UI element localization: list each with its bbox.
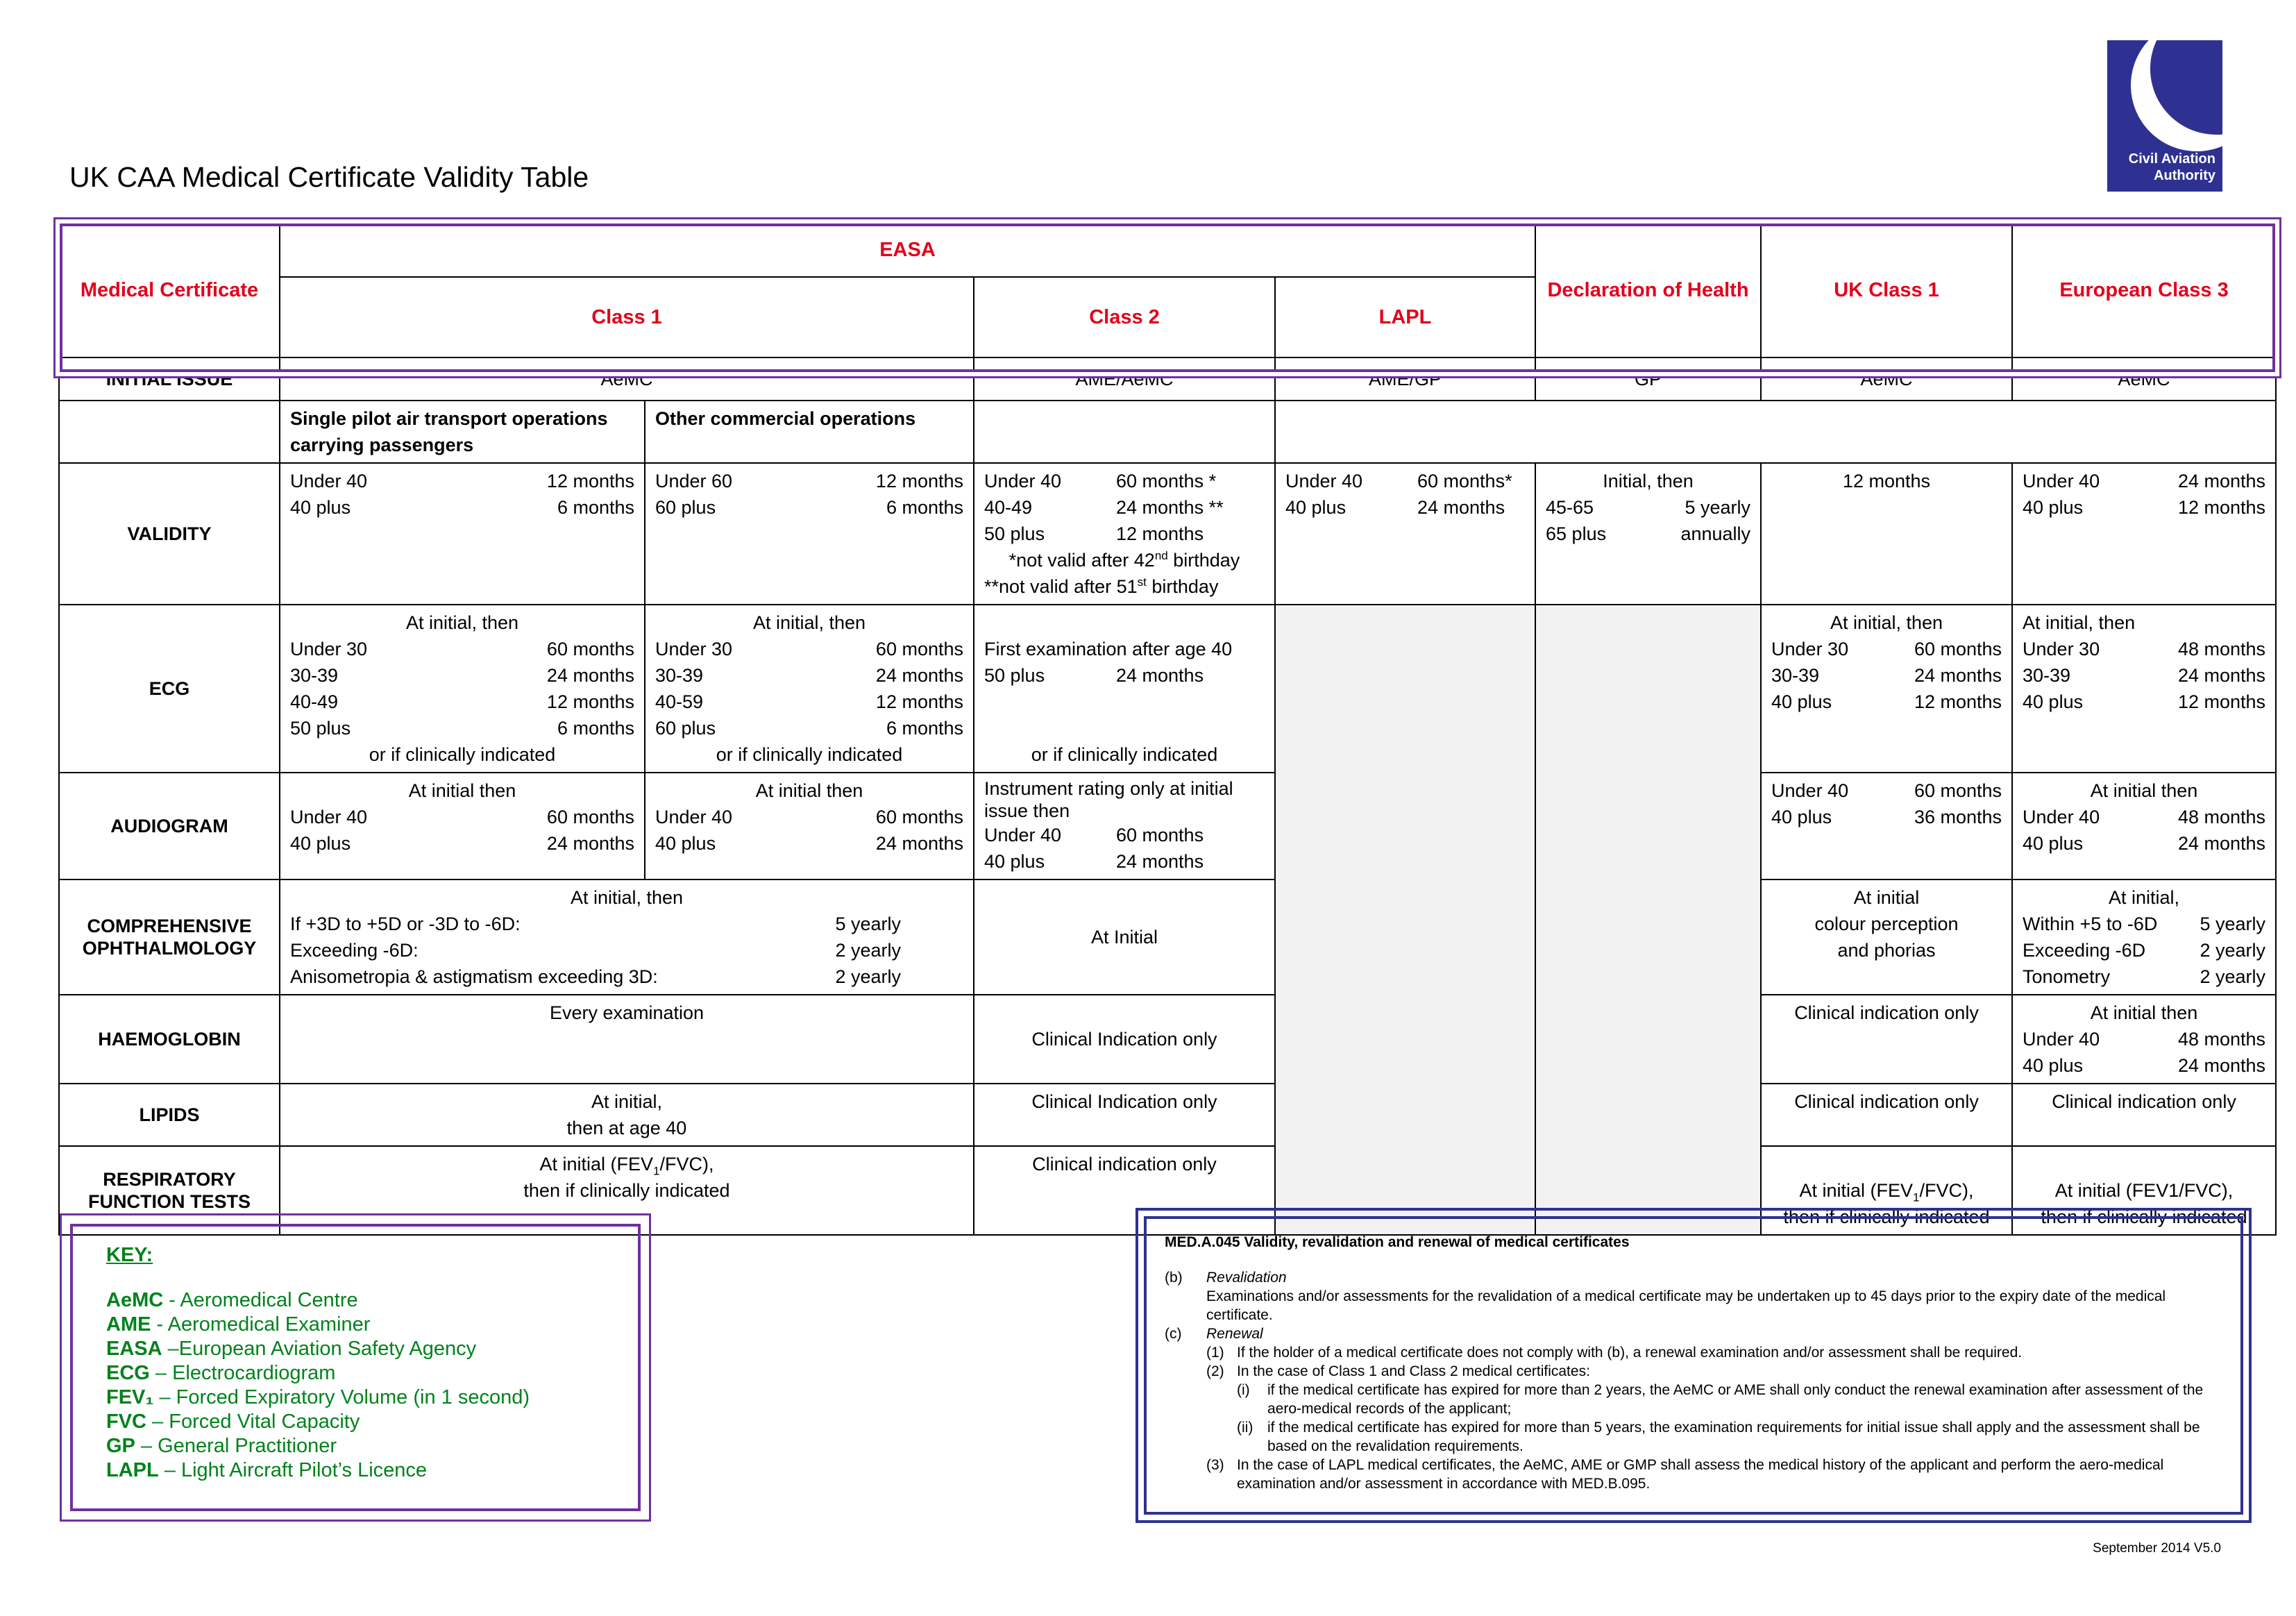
row-label-ophthalmology: COMPREHENSIVE OPHTHALMOLOGY <box>59 879 280 995</box>
haemoglobin-class1: Every examination <box>280 995 974 1084</box>
ophthalmology-class1: At initial, then If +3D to +5D or -3D to -6D: 5 yearly Exceeding -6D: 2 yearly Anisometropia & astigmatism exceeding 3D: 2 yearly <box>280 879 974 995</box>
med-c: (c) Renewal <box>1165 1326 1263 1342</box>
value-row <box>655 662 963 689</box>
value-row-value: 24 months <box>1914 665 2002 686</box>
value-row-label: 40 plus <box>655 833 716 854</box>
key-separator: – <box>149 1362 173 1384</box>
row-label-respiratory: RESPIRATORY FUNCTION TESTS <box>59 1146 280 1235</box>
value-row <box>2023 662 2265 689</box>
value-row <box>984 468 1265 494</box>
key-text: Aeromedical Centre <box>180 1289 358 1311</box>
value-row-label: 40 plus <box>1285 497 1347 518</box>
value-row-value: 24 months <box>875 833 963 854</box>
lipids-class1: At initial, then at age 40 <box>280 1084 974 1146</box>
value-row-label: If +3D to +5D or -3D to -6D: <box>290 914 521 934</box>
key-abbr: FEV₁ <box>106 1386 154 1408</box>
row-label-validity: VALIDITY <box>59 463 280 605</box>
row-label-lipids: LIPIDS <box>59 1084 280 1146</box>
value-row-label: Under 40 <box>2023 807 2100 827</box>
doh-gray-area <box>1535 605 1761 1235</box>
value-row-label: 40 plus <box>984 851 1045 872</box>
haemoglobin-uk1: Clinical indication only <box>1761 995 2012 1084</box>
value-row <box>290 468 634 494</box>
key-abbr: EASA <box>106 1338 162 1360</box>
value-row-value: 2 yearly <box>2200 940 2266 961</box>
value-row-label: Under 40 <box>2023 471 2100 491</box>
value-row-value: 2 yearly <box>835 966 901 987</box>
value-row-value: 5 yearly <box>2200 914 2266 934</box>
key-item <box>106 1361 605 1386</box>
value-row-label: Tonometry <box>2023 966 2111 987</box>
key-heading: KEY: <box>106 1244 153 1266</box>
value-row-label: Under 40 <box>290 471 368 491</box>
value-row <box>1285 468 1525 494</box>
value-row <box>290 830 634 857</box>
value-row <box>1771 777 2002 804</box>
subheader-rest-blank <box>1275 401 2276 463</box>
validity-doh <box>1535 463 1761 605</box>
value-row <box>2023 1026 2265 1052</box>
validity-table <box>58 222 2275 1236</box>
value-row-value: 12 months <box>2177 497 2266 518</box>
key-text: General Practitioner <box>158 1435 337 1457</box>
med-c2i: (i) if the medical certificate has expired for more than 2 years, the AeMC or AME shall only conduct the renewal examination after assessment of the aero-medical records of the applicant; <box>1237 1382 2204 1417</box>
key-abbr: AeMC <box>106 1289 164 1311</box>
value-row <box>655 468 963 494</box>
value-row-label: Under 40 <box>655 807 733 827</box>
value-row <box>1546 494 1750 521</box>
ecg-class2: First examination after age 40 50 plus 24 months or if clinically indicated <box>974 605 1275 773</box>
header-lapl: LAPL <box>1275 277 1535 357</box>
value-row-label: 50 plus <box>984 523 1045 544</box>
value-row-label: Under 40 <box>290 807 368 827</box>
value-row-label: 40 plus <box>1771 807 1832 827</box>
value-row-value: 6 months <box>886 718 963 739</box>
key-abbr: AME <box>106 1313 151 1336</box>
footer-version: September 2014 V5.0 <box>2093 1541 2221 1556</box>
value-row <box>2023 937 2265 963</box>
med-b: (b) Revalidation Examinations and/or assessments for the revalidation of a medical certificate may be undertaken up to 45 days prior to the expiry date of the medical certificate. <box>1165 1270 2166 1323</box>
ecg-uk1: At initial, then Under 30 60 months 30-39 24 months 40 plus 12 months <box>1761 605 2012 773</box>
value-row-value: 24 months <box>875 665 963 686</box>
med-title: MED.A.045 Validity, revalidation and renewal of medical certificates <box>1165 1234 1630 1250</box>
audiogram-eu3: At initial then Under 40 48 months 40 plus 24 months <box>2012 773 2276 879</box>
header-declaration-of-health: Declaration of Health <box>1535 223 1761 357</box>
row-label-ecg: ECG <box>59 605 280 773</box>
value-row-value: 12 months <box>2177 691 2266 712</box>
page-title: UK CAA Medical Certificate Validity Table <box>69 161 589 193</box>
value-row-label: Under 30 <box>655 639 733 659</box>
med-regulation-box <box>1136 1208 2252 1523</box>
value-row <box>655 689 963 715</box>
key-separator: - <box>151 1313 168 1336</box>
value-row <box>655 804 963 830</box>
value-row-label: 45-65 <box>1546 497 1594 518</box>
key-item <box>106 1288 605 1313</box>
value-row-value: 60 months* <box>1417 471 1512 491</box>
value-row-value: 24 months <box>1417 497 1505 518</box>
value-row-value: 60 months <box>875 807 963 827</box>
value-row-value: 24 months <box>1116 665 1204 686</box>
value-row-label: Under 30 <box>290 639 368 659</box>
value-row-value: 6 months <box>557 718 634 739</box>
value-row <box>290 937 901 963</box>
initial-eu3: AeMC <box>2012 357 2276 401</box>
value-row <box>2023 494 2265 521</box>
value-row-value: 48 months <box>2177 807 2266 827</box>
value-row-label: Exceeding -6D: <box>290 940 419 961</box>
header-class1: Class 1 <box>280 277 974 357</box>
lipids-eu3: Clinical indication only <box>2012 1084 2276 1146</box>
key-text: Light Aircraft Pilot’s Licence <box>180 1459 428 1481</box>
logo-text-line2: Authority <box>2154 168 2215 183</box>
validity-other-commercial <box>645 463 974 605</box>
value-row-label: 40 plus <box>290 833 351 854</box>
header-uk-class1: UK Class 1 <box>1761 223 2012 357</box>
haemoglobin-eu3: At initial then Under 40 48 months 40 plus 24 months <box>2012 995 2276 1084</box>
value-row-label: 30-39 <box>655 665 704 686</box>
value-row-value: 60 months <box>1914 639 2002 659</box>
value-row <box>2023 963 2265 990</box>
ophthalmology-eu3: At initial, Within +5 to -6D 5 yearly Exceeding -6D 2 yearly Tonometry 2 yearly <box>2012 879 2276 995</box>
value-row-value: 24 months <box>2177 471 2266 491</box>
value-row <box>2023 830 2265 857</box>
value-row-value: annually <box>1680 523 1751 544</box>
value-row <box>2023 636 2265 662</box>
value-row-label: 60 plus <box>655 497 716 518</box>
value-row-label: Within +5 to -6D <box>2023 914 2158 934</box>
lipids-class2: Clinical Indication only <box>974 1084 1275 1146</box>
value-row <box>290 662 634 689</box>
value-row <box>290 804 634 830</box>
value-row-value: 12 months <box>546 471 634 491</box>
lipids-uk1: Clinical indication only <box>1761 1084 2012 1146</box>
haemoglobin-class2: Clinical Indication only <box>974 995 1275 1084</box>
header-easa: EASA <box>280 223 1535 277</box>
value-row-label: 40-49 <box>290 691 339 712</box>
validity-uk1: 12 months <box>1761 463 2012 605</box>
subheader-single-pilot: Single pilot air transport operations carrying passengers <box>280 401 645 463</box>
audiogram-single-pilot: At initial then Under 40 60 months 40 plus 24 months <box>280 773 645 879</box>
value-row <box>984 848 1265 875</box>
value-row-value: 2 yearly <box>835 940 901 961</box>
key-abbr: ECG <box>106 1362 150 1384</box>
key-abbr: FVC <box>106 1411 146 1433</box>
key-item <box>106 1410 605 1434</box>
value-row <box>290 494 634 521</box>
respiratory-class2: Clinical indication only <box>974 1146 1275 1235</box>
ecg-single-pilot: At initial, then Under 30 60 months 30-39 24 months 40-49 12 months 50 plus 6 months or if clinically indicated <box>280 605 645 773</box>
value-row-label: Under 40 <box>1285 471 1363 491</box>
value-row-label: 40 plus <box>2023 1055 2084 1076</box>
value-row <box>655 830 963 857</box>
value-row <box>655 636 963 662</box>
key-item <box>106 1434 605 1458</box>
value-row <box>655 494 963 521</box>
value-row-value: 12 months <box>875 691 963 712</box>
value-row-label: 40 plus <box>1771 691 1832 712</box>
value-row-label: Anisometropia & astigmatism exceeding 3D: <box>290 966 658 987</box>
ecg-other-commercial: At initial, then Under 30 60 months 30-39 24 months 40-59 12 months 60 plus 6 months or if clinically indicated <box>645 605 974 773</box>
value-row-label: Under 60 <box>655 471 733 491</box>
value-row-label: Exceeding -6D <box>2023 940 2146 961</box>
key-separator: - <box>163 1289 180 1311</box>
value-row <box>655 715 963 741</box>
value-row <box>1771 662 2002 689</box>
key-text: European Aviation Safety Agency <box>178 1338 477 1360</box>
key-text: Forced Vital Capacity <box>169 1411 360 1433</box>
value-row-label: Under 40 <box>984 471 1062 491</box>
value-row-label: 40 plus <box>2023 833 2084 854</box>
value-row-label: 50 plus <box>290 718 351 739</box>
value-row-label: 65 plus <box>1546 523 1607 544</box>
header-class2: Class 2 <box>974 277 1275 357</box>
value-row <box>1771 804 2002 830</box>
value-row-value: 60 months <box>1116 825 1204 845</box>
audiogram-class2: Instrument rating only at initial issue then Under 40 60 months 40 plus 24 months <box>974 773 1275 879</box>
value-row-value: 24 months <box>2177 665 2266 686</box>
header-european-class3: European Class 3 <box>2012 223 2276 357</box>
audiogram-uk1 <box>1761 773 2012 879</box>
value-row <box>1771 636 2002 662</box>
value-row-value: 12 months <box>1914 691 2002 712</box>
validity-class2 <box>974 463 1275 605</box>
med-c1: (1) If the holder of a medical certificate does not comply with (b), a renewal examination and/or assessment shall be required. <box>1206 1345 2023 1361</box>
value-row-label: Under 40 <box>984 825 1062 845</box>
value-row-value: 24 months <box>546 665 634 686</box>
validity-single-pilot <box>280 463 645 605</box>
value-row-value: 60 months * <box>1116 471 1217 491</box>
initial-doh: GP <box>1535 357 1761 401</box>
validity-lapl <box>1275 463 1535 605</box>
value-row-value: 2 yearly <box>2200 966 2266 987</box>
value-row-value: 60 months <box>546 639 634 659</box>
key-abbr: GP <box>106 1435 135 1457</box>
value-row-label: Under 30 <box>1771 639 1849 659</box>
ecg-eu3: At initial, then Under 30 48 months 30-39 24 months 40 plus 12 months <box>2012 605 2276 773</box>
audiogram-other-commercial: At initial then Under 40 60 months 40 plus 24 months <box>645 773 974 879</box>
validity-eu3 <box>2012 463 2276 605</box>
value-row-value: 60 months <box>875 639 963 659</box>
key-item <box>106 1458 605 1483</box>
key-item <box>106 1313 605 1337</box>
key-box <box>60 1213 651 1522</box>
subheader-other-commercial: Other commercial operations <box>645 401 974 463</box>
value-row-label: Under 30 <box>2023 639 2100 659</box>
initial-uk1: AeMC <box>1761 357 2012 401</box>
med-c3: (3) In the case of LAPL medical certificates, the AeMC, AME or GMP shall assess the medical history of the applicant and perform the aero-medical examination and/or assessment in accordance with MED.B.095. <box>1206 1457 2164 1492</box>
value-row-label: 50 plus <box>984 665 1045 686</box>
value-row <box>984 494 1265 521</box>
value-row-value: 24 months <box>2177 833 2266 854</box>
value-row <box>1771 689 2002 715</box>
value-row <box>2023 911 2265 937</box>
initial-class1: AeMC <box>280 357 974 401</box>
key-text: Aeromedical Examiner <box>167 1313 371 1336</box>
row-label-initial-issue: INITIAL ISSUE <box>59 357 280 401</box>
value-row-value: 24 months <box>2177 1055 2266 1076</box>
value-row <box>984 521 1265 547</box>
value-row <box>2023 804 2265 830</box>
value-row-value: 24 months ** <box>1116 497 1224 518</box>
value-row <box>1546 521 1750 547</box>
lapl-gray-area <box>1275 605 1535 1235</box>
key-separator: – <box>162 1338 179 1360</box>
respiratory-uk1: At initial $(FEV_1/FVC)$, then if clinically indicated <box>1761 1146 2012 1235</box>
value-row-label: Under 40 <box>2023 1029 2100 1050</box>
respiratory-class1: At initial $(FEV_1/FVC)$, then if clinically indicated <box>280 1146 974 1235</box>
value-row-label: 40 plus <box>2023 691 2084 712</box>
row-label-haemoglobin: HAEMOGLOBIN <box>59 995 280 1084</box>
initial-lapl: AME/GP <box>1275 357 1535 401</box>
key-text: Electrocardiogram <box>172 1362 336 1384</box>
value-row-label: 30-39 <box>290 665 339 686</box>
value-row <box>290 911 901 937</box>
key-item <box>106 1337 605 1361</box>
value-row <box>1285 494 1525 521</box>
ophthalmology-uk1: At initial colour perception and phorias <box>1761 879 2012 995</box>
value-row-value: 12 months <box>875 471 963 491</box>
value-row-label: 40-49 <box>984 497 1033 518</box>
validity-class2-note1: *not valid after 42nd birthday <box>1008 549 1240 571</box>
med-c2ii: (ii) if the medical certificate has expired for more than 5 years, the examination requirements for initial issue shall apply and the assessment shall be based on the revalidation requirements. <box>1237 1420 2200 1454</box>
value-row-value: 48 months <box>2177 639 2266 659</box>
validity-doh-head: Initial, then <box>1603 471 1694 491</box>
value-row-value: 6 months <box>886 497 963 518</box>
value-row <box>2023 468 2265 494</box>
med-c2: (2) In the case of Class 1 and Class 2 medical certificates: <box>1206 1363 1590 1379</box>
value-row-value: 12 months <box>546 691 634 712</box>
key-list <box>106 1288 605 1483</box>
value-row-value: 24 months <box>546 833 634 854</box>
value-row <box>290 963 901 990</box>
value-row-value: 5 yearly <box>835 914 901 934</box>
key-separator: – <box>146 1411 169 1433</box>
value-row-value: 48 months <box>2177 1029 2266 1050</box>
value-row-label: 40-59 <box>655 691 704 712</box>
row-label-audiogram: AUDIOGRAM <box>59 773 280 879</box>
value-row-label: 30-39 <box>1771 665 1820 686</box>
value-row-label: 60 plus <box>655 718 716 739</box>
value-row-value: 36 months <box>1914 807 2002 827</box>
logo-text-line1: Civil Aviation <box>2128 151 2215 167</box>
subheader-class2-blank <box>974 401 1275 463</box>
value-row-label: Under 40 <box>1771 780 1849 801</box>
key-text: Forced Expiratory Volume (in 1 second) <box>176 1386 530 1408</box>
value-row-value: 60 months <box>1914 780 2002 801</box>
value-row <box>290 689 634 715</box>
key-abbr: LAPL <box>106 1459 159 1481</box>
key-item <box>106 1386 605 1410</box>
initial-class2: AME/AeMC <box>974 357 1275 401</box>
header-medical-certificate: Medical Certificate <box>59 223 280 357</box>
ophthalmology-class2: At Initial <box>974 879 1275 995</box>
subheader-blank <box>59 401 280 463</box>
value-row <box>2023 1052 2265 1079</box>
value-row-value: 24 months <box>1116 851 1204 872</box>
value-row-label: 40 plus <box>290 497 351 518</box>
respiratory-eu3: At initial (FEV1/FVC), then if clinically indicated <box>2012 1146 2276 1235</box>
caa-crescent-logo-icon <box>2107 40 2222 192</box>
validity-class2-note2: **not valid after 51st birthday <box>984 575 1219 597</box>
value-row-label: 40 plus <box>2023 497 2084 518</box>
value-row <box>2023 689 2265 715</box>
value-row-value: 5 yearly <box>1685 497 1751 518</box>
value-row-value: 60 months <box>546 807 634 827</box>
key-separator: – <box>135 1435 158 1457</box>
value-row-value: 6 months <box>557 497 634 518</box>
key-separator: – <box>158 1459 181 1481</box>
value-row-label: 30-39 <box>2023 665 2071 686</box>
key-separator: – <box>153 1386 176 1408</box>
value-row <box>984 822 1265 848</box>
value-row <box>290 636 634 662</box>
value-row-value: 12 months <box>1116 523 1204 544</box>
value-row <box>984 662 1265 689</box>
value-row <box>290 715 634 741</box>
